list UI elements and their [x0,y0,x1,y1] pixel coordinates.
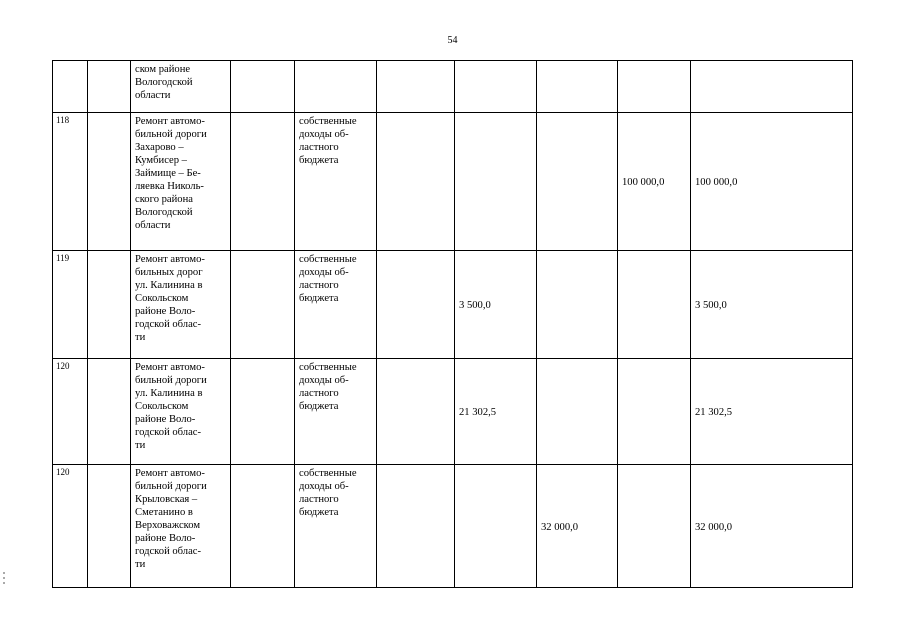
object-description: Ремонт автомо- бильных дорог ул. Калинина в Сокольском районе Воло- годской облас- ти [131,251,231,359]
row-number: 120 [53,465,88,588]
row-number: 120 [53,359,88,465]
amount-cell [377,251,455,359]
table-row [53,251,853,359]
object-description: Ремонт автомо- бильной дороги Крыловская – Сметанино в Верховажском районе Воло- годской облас- ти [131,465,231,588]
amount-cell [377,113,455,251]
year-1-value [455,61,537,113]
empty-cell [88,251,131,359]
total-value: 21 302,5 [691,359,853,465]
year-2-value [537,113,618,251]
amount-cell [377,359,455,465]
year-3-value: 100 000,0 [618,113,691,251]
row-number [53,61,88,113]
object-description: Ремонт автомо- бильной дороги Захарово – Кумбисер – Займище – Бе- ляевка Николь- ского района Вологодской области [131,113,231,251]
year-1-value: 3 500,0 [455,251,537,359]
empty-cell [88,465,131,588]
object-description: Ремонт автомо- бильной дороги ул. Калинина в Сокольском районе Воло- годской облас- ти [131,359,231,465]
year-2-value [537,61,618,113]
year-3-value [618,251,691,359]
empty-cell [231,359,295,465]
year-1-value [455,465,537,588]
table-row [53,465,853,588]
table-row [53,359,853,465]
empty-cell [231,465,295,588]
empty-cell [231,61,295,113]
budget-table [52,60,853,588]
empty-cell [231,251,295,359]
row-number: 118 [53,113,88,251]
year-2-value: 32 000,0 [537,465,618,588]
object-description: ском районе Вологодской области [131,61,231,113]
total-value [691,61,853,113]
scan-margin-mark [3,572,6,586]
year-2-value [537,251,618,359]
amount-cell [377,61,455,113]
empty-cell [88,113,131,251]
amount-cell [377,465,455,588]
year-1-value [455,113,537,251]
scan-artifact-icon [3,572,6,586]
page-number: 54 [447,35,458,46]
funding-source [295,61,377,113]
empty-cell [231,113,295,251]
row-number: 119 [53,251,88,359]
empty-cell [88,61,131,113]
year-3-value [618,465,691,588]
table-row [53,61,853,113]
table-row [53,113,853,251]
year-3-value [618,359,691,465]
total-value: 32 000,0 [691,465,853,588]
total-value: 100 000,0 [691,113,853,251]
empty-cell [88,359,131,465]
year-2-value [537,359,618,465]
year-1-value: 21 302,5 [455,359,537,465]
funding-source: собственные доходы об- ластного бюджета [295,465,377,588]
year-3-value [618,61,691,113]
funding-source: собственные доходы об- ластного бюджета [295,359,377,465]
funding-source: собственные доходы об- ластного бюджета [295,251,377,359]
funding-source: собственные доходы об- ластного бюджета [295,113,377,251]
total-value: 3 500,0 [691,251,853,359]
